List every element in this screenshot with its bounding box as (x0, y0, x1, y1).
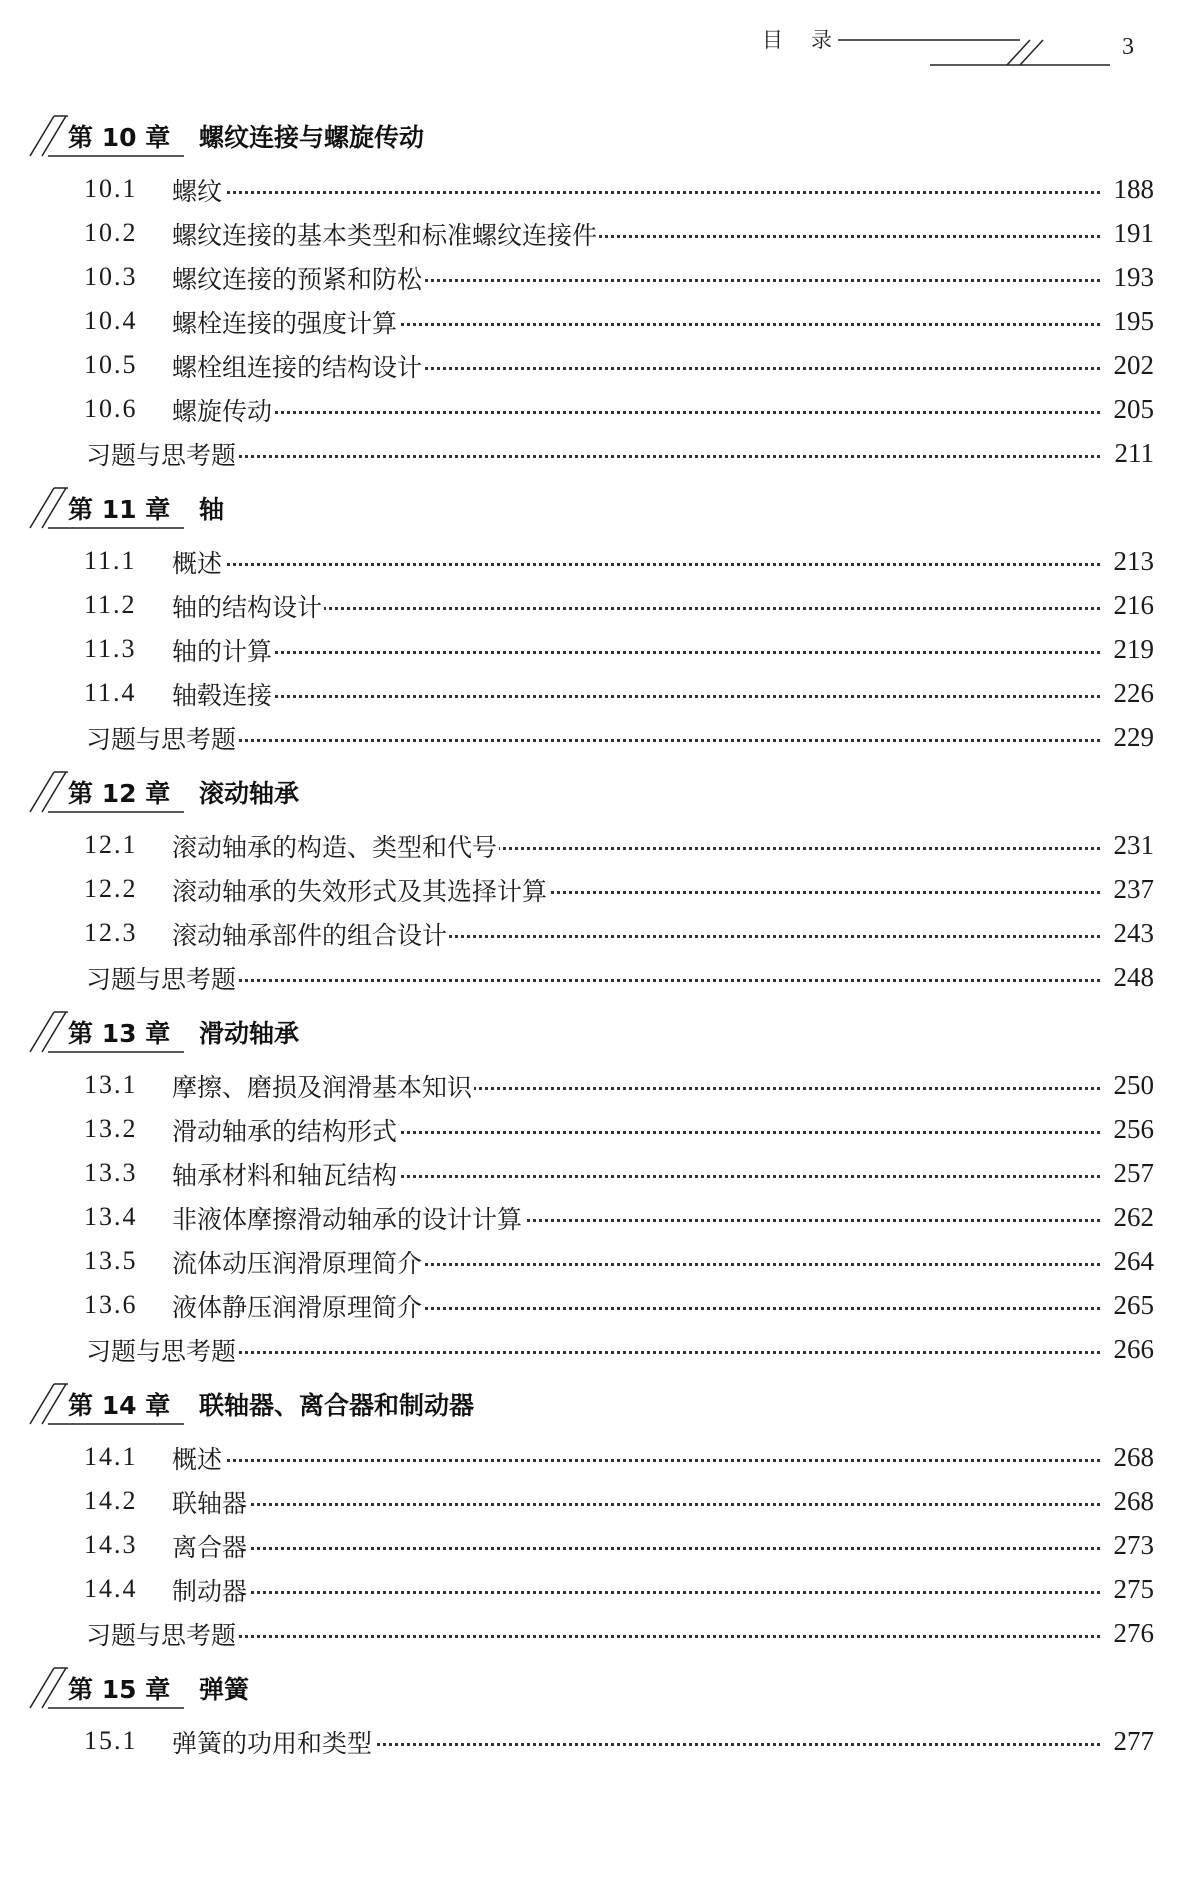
section-page-number: 237 (1110, 874, 1155, 905)
chapter-block (0, 760, 1190, 1000)
toc-entry[interactable] (0, 342, 1190, 386)
section-page-number: 216 (1110, 590, 1155, 621)
section-page-number: 265 (1110, 1290, 1155, 1321)
chapter-label: 第 15 章 (68, 1675, 171, 1704)
header-title: 目录 (762, 28, 860, 52)
toc-entry[interactable] (0, 1238, 1190, 1282)
section-title: 习题与思考题 (86, 436, 238, 472)
chapter-heading[interactable] (0, 1656, 1190, 1718)
section-page-number: 277 (1110, 1726, 1155, 1757)
chapter-block (0, 104, 1190, 476)
chapter-heading[interactable] (0, 760, 1190, 822)
dot-leader (180, 563, 1100, 566)
section-title: 螺栓连接的强度计算 (172, 304, 399, 340)
toc-entry-exercises[interactable] (0, 954, 1190, 998)
dot-leader (180, 455, 1100, 458)
section-page-number: 205 (1110, 394, 1155, 425)
section-page-number: 213 (1110, 546, 1155, 577)
section-title: 螺纹连接的预紧和防松 (172, 260, 424, 296)
section-number: 14.3 (84, 1530, 138, 1559)
section-page-number: 219 (1110, 634, 1155, 665)
toc-entry[interactable] (0, 822, 1190, 866)
toc-entry-exercises[interactable] (0, 714, 1190, 758)
toc-entry[interactable] (0, 538, 1190, 582)
toc-entry[interactable] (0, 670, 1190, 714)
toc-entry[interactable] (0, 1718, 1190, 1762)
section-page-number: 262 (1110, 1202, 1155, 1233)
section-number: 11.2 (84, 590, 137, 619)
section-number: 13.2 (84, 1114, 138, 1143)
chapter-title: 滚动轴承 (199, 779, 300, 808)
chapter-label: 第 13 章 (68, 1019, 171, 1048)
section-title: 滚动轴承的失效形式及其选择计算 (172, 872, 549, 908)
section-number: 12.3 (84, 918, 138, 947)
toc-entry-exercises[interactable] (0, 430, 1190, 474)
dot-leader (180, 191, 1100, 194)
section-title: 液体静压润滑原理简介 (172, 1288, 424, 1324)
toc-entry[interactable] (0, 298, 1190, 342)
dot-leader (180, 695, 1100, 698)
chapter-label: 第 12 章 (68, 779, 171, 808)
toc-entry[interactable] (0, 210, 1190, 254)
section-number: 14.2 (84, 1486, 138, 1515)
chapter-block (0, 1372, 1190, 1656)
section-page-number: 268 (1110, 1442, 1155, 1473)
section-number: 11.3 (84, 634, 137, 663)
section-number: 10.1 (84, 174, 138, 203)
section-title: 习题与思考题 (86, 960, 238, 996)
section-title: 轴毂连接 (172, 676, 274, 712)
toc-entry[interactable] (0, 1522, 1190, 1566)
section-number: 13.3 (84, 1158, 138, 1187)
section-number: 15.1 (84, 1726, 138, 1755)
chapter-heading[interactable] (0, 104, 1190, 166)
toc-entry[interactable] (0, 582, 1190, 626)
chapter-title: 螺纹连接与螺旋传动 (199, 123, 425, 152)
section-page-number: 243 (1110, 918, 1155, 949)
section-number: 10.2 (84, 218, 138, 247)
toc-entry[interactable] (0, 1282, 1190, 1326)
section-page-number: 273 (1110, 1530, 1155, 1561)
section-title: 轴的计算 (172, 632, 274, 668)
toc-entry[interactable] (0, 910, 1190, 954)
toc-entry[interactable] (0, 1106, 1190, 1150)
section-title: 非液体摩擦滑动轴承的设计计算 (172, 1200, 524, 1236)
dot-leader (180, 1547, 1100, 1550)
section-number: 10.4 (84, 306, 138, 335)
toc-entry[interactable] (0, 1566, 1190, 1610)
section-page-number: 226 (1110, 678, 1155, 709)
toc-entry[interactable] (0, 1478, 1190, 1522)
section-number: 14.4 (84, 1574, 138, 1603)
section-page-number: 202 (1110, 350, 1155, 381)
section-number: 13.6 (84, 1290, 138, 1319)
section-title: 滚动轴承的构造、类型和代号 (172, 828, 499, 864)
toc-entry[interactable] (0, 1194, 1190, 1238)
section-title: 螺旋传动 (172, 392, 274, 428)
section-number: 13.5 (84, 1246, 138, 1275)
section-number: 13.4 (84, 1202, 138, 1231)
toc-entry-exercises[interactable] (0, 1326, 1190, 1370)
chapter-label: 第 11 章 (68, 495, 171, 524)
chapter-heading[interactable] (0, 1372, 1190, 1434)
chapter-label: 第 10 章 (68, 123, 171, 152)
section-title: 离合器 (172, 1528, 249, 1564)
section-title: 滑动轴承的结构形式 (172, 1112, 399, 1148)
section-page-number: 275 (1110, 1574, 1155, 1605)
chapter-title: 滑动轴承 (199, 1019, 300, 1048)
dot-leader (180, 979, 1100, 982)
section-page-number: 229 (1110, 722, 1155, 753)
section-title: 联轴器 (172, 1484, 249, 1520)
section-page-number: 231 (1110, 830, 1155, 861)
section-page-number: 264 (1110, 1246, 1155, 1277)
section-title: 概述 (172, 544, 224, 580)
chapter-block (0, 1000, 1190, 1372)
section-title: 习题与思考题 (86, 1616, 238, 1652)
dot-leader (180, 1459, 1100, 1462)
section-title: 弹簧的功用和类型 (172, 1724, 374, 1760)
toc-entry-exercises[interactable] (0, 1610, 1190, 1654)
section-title: 制动器 (172, 1572, 249, 1608)
section-page-number: 188 (1110, 174, 1155, 205)
section-number: 13.1 (84, 1070, 138, 1099)
section-page-number: 211 (1111, 438, 1155, 469)
chapter-label: 第 14 章 (68, 1391, 171, 1420)
section-title: 螺栓组连接的结构设计 (172, 348, 424, 384)
section-title: 轴承材料和轴瓦结构 (172, 1156, 399, 1192)
toc-entry[interactable] (0, 254, 1190, 298)
dot-leader (180, 411, 1100, 414)
chapter-heading[interactable] (0, 476, 1190, 538)
chapter-block (0, 1656, 1190, 1764)
chapter-title: 轴 (199, 495, 225, 524)
running-header (0, 0, 1190, 80)
section-number: 12.2 (84, 874, 138, 903)
section-number: 10.6 (84, 394, 138, 423)
toc-entry[interactable] (0, 1150, 1190, 1194)
section-page-number: 195 (1110, 306, 1155, 337)
toc-entry[interactable] (0, 626, 1190, 670)
chapter-heading[interactable] (0, 1000, 1190, 1062)
section-title: 螺纹 (172, 172, 224, 208)
table-of-contents (0, 104, 1190, 1764)
toc-entry[interactable] (0, 1434, 1190, 1478)
toc-entry[interactable] (0, 166, 1190, 210)
toc-entry[interactable] (0, 866, 1190, 910)
section-number: 10.5 (84, 350, 138, 379)
section-page-number: 248 (1110, 962, 1155, 993)
section-page-number: 276 (1110, 1618, 1155, 1649)
page-number: 3 (1122, 34, 1134, 60)
section-title: 习题与思考题 (86, 720, 238, 756)
section-number: 11.4 (84, 678, 137, 707)
chapter-spacer (0, 1762, 1190, 1764)
dot-leader (180, 651, 1100, 654)
section-number: 10.3 (84, 262, 138, 291)
section-page-number: 191 (1110, 218, 1155, 249)
dot-leader (180, 739, 1100, 742)
dot-leader (180, 1351, 1100, 1354)
section-title: 螺纹连接的基本类型和标准螺纹连接件 (172, 216, 599, 252)
section-page-number: 256 (1110, 1114, 1155, 1145)
chapter-title: 弹簧 (199, 1675, 250, 1704)
chapter-title: 联轴器、离合器和制动器 (199, 1391, 475, 1420)
toc-entry[interactable] (0, 1062, 1190, 1106)
section-title: 轴的结构设计 (172, 588, 324, 624)
dot-leader (180, 1503, 1100, 1506)
section-title: 滚动轴承部件的组合设计 (172, 916, 449, 952)
section-number: 11.1 (84, 546, 137, 575)
section-title: 摩擦、磨损及润滑基本知识 (172, 1068, 474, 1104)
section-number: 14.1 (84, 1442, 138, 1471)
toc-entry[interactable] (0, 386, 1190, 430)
section-title: 流体动压润滑原理简介 (172, 1244, 424, 1280)
section-page-number: 266 (1110, 1334, 1155, 1365)
chapter-block (0, 476, 1190, 760)
dot-leader (180, 1591, 1100, 1594)
header-rule (0, 0, 1190, 80)
section-number: 12.1 (84, 830, 138, 859)
dot-leader (180, 1635, 1100, 1638)
section-page-number: 193 (1110, 262, 1155, 293)
section-title: 概述 (172, 1440, 224, 1476)
section-title: 习题与思考题 (86, 1332, 238, 1368)
section-page-number: 257 (1110, 1158, 1155, 1189)
section-page-number: 250 (1110, 1070, 1155, 1101)
section-page-number: 268 (1110, 1486, 1155, 1517)
